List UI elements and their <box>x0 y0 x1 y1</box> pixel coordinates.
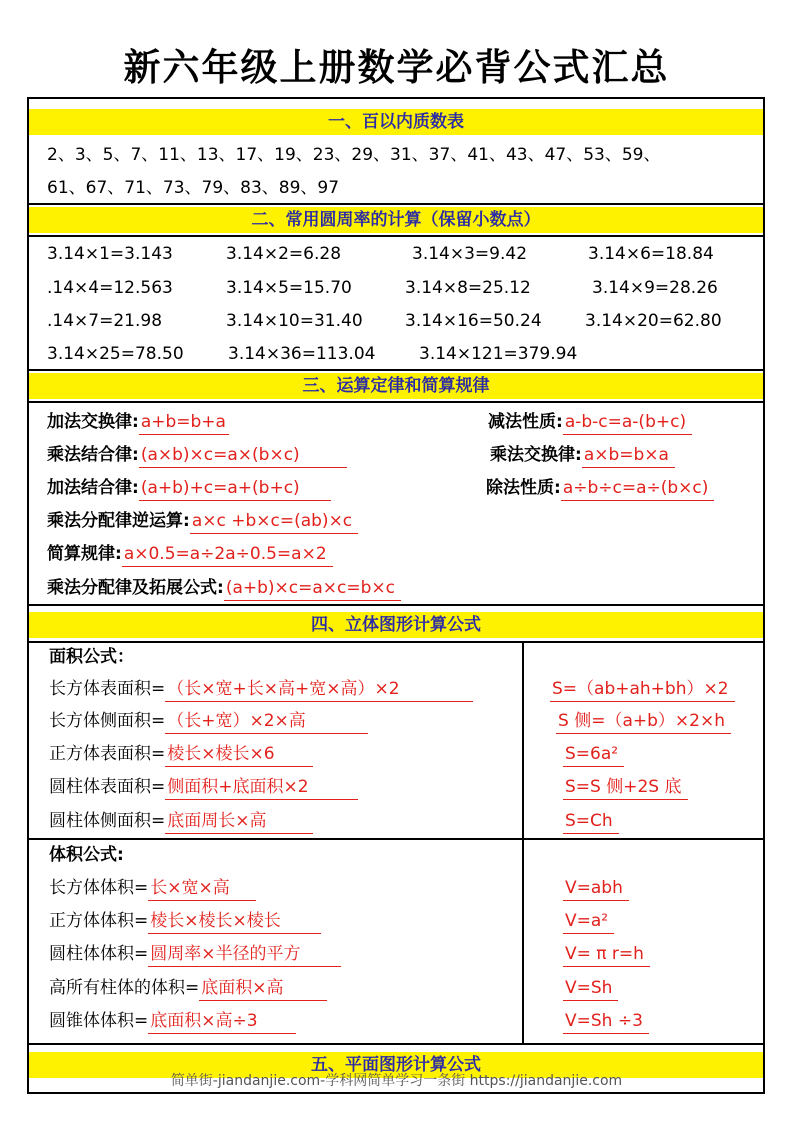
formula-label: 长方体侧面积= <box>49 711 166 731</box>
area-row <box>49 775 358 800</box>
column-divider <box>522 840 524 1043</box>
pi-cell: 3.14×2=6.28 <box>226 244 342 264</box>
divider <box>27 235 765 237</box>
pi-cell: 3.14×16=50.24 <box>405 311 542 331</box>
divider <box>27 369 765 371</box>
law-formula: a÷b÷c=a÷(b×c) <box>561 476 715 501</box>
pi-cell: 3.14×10=31.40 <box>226 311 363 331</box>
formula-text: （长+宽）×2×高 <box>165 709 368 734</box>
pi-cell: 3.14×36=113.04 <box>228 344 376 364</box>
formula-label: 圆柱体表面积= <box>49 777 166 797</box>
pi-cell: 3.14×25=78.50 <box>47 344 184 364</box>
formula-label: 圆柱体体积= <box>49 944 149 964</box>
pi-cell: 3.14×121=379.94 <box>419 344 578 364</box>
law-formula: a×c +b×c=(ab)×c <box>190 509 358 534</box>
area-row <box>49 742 313 767</box>
divider <box>27 838 765 840</box>
volume-row <box>49 909 321 934</box>
formula-label: 高所有柱体的体积= <box>49 978 200 998</box>
law-formula: a+b=b+a <box>139 410 229 435</box>
pi-cell: .14×7=21.98 <box>47 311 163 331</box>
formula-label: 圆柱体侧面积= <box>49 811 166 831</box>
law-formula: (a+b)×c=a×c=b×c <box>224 576 401 601</box>
area-formula <box>556 709 731 734</box>
formula-label: 正方体表面积= <box>49 744 166 764</box>
pi-cell: 3.14×6=18.84 <box>588 244 714 264</box>
law-label: 乘法分配律及拓展公式: <box>47 578 224 598</box>
law-label: 乘法结合律: <box>47 445 139 465</box>
formula-label: 长方体体积= <box>49 878 149 898</box>
section1-header: 一、百以内质数表 <box>29 109 763 135</box>
pi-cell: 3.14×8=25.12 <box>405 278 531 298</box>
area-row <box>49 677 473 702</box>
pi-cell: .14×4=12.563 <box>47 278 173 298</box>
pi-cell: 3.14×3=9.42 <box>412 244 528 264</box>
formula-symbolic: V=abh <box>563 876 629 901</box>
law-label: 加法结合律: <box>47 478 139 498</box>
formula-symbolic: V=a² <box>563 909 614 934</box>
formula-text: 长×宽×高 <box>148 876 256 901</box>
law-label: 除法性质: <box>486 478 561 498</box>
law-item <box>486 476 714 501</box>
formula-symbolic: S=S 侧+2S 底 <box>563 775 688 800</box>
formula-text: 底面周长×高 <box>165 809 313 834</box>
law-formula: a×b=b×a <box>582 443 675 468</box>
section2-header: 二、常用圆周率的计算（保留小数点） <box>29 207 763 233</box>
law-item <box>47 476 331 501</box>
law-formula: a×0.5=a÷2a÷0.5=a×2 <box>122 542 333 567</box>
prime-line-1: 2、3、5、7、11、13、17、19、23、29、31、37、41、43、47、53、59、 <box>47 145 661 165</box>
divider <box>27 604 765 606</box>
area-title: 面积公式： <box>49 647 134 667</box>
formula-label: 圆锥体体积= <box>49 1011 149 1031</box>
section5-header: 五、平面图形计算公式 <box>29 1052 763 1078</box>
volume-formula <box>563 876 629 901</box>
volume-row <box>49 942 341 967</box>
formula-symbolic: S=6a² <box>563 742 624 767</box>
law-item <box>488 410 692 435</box>
law-label: 加法交换律: <box>47 412 139 432</box>
area-formula <box>563 775 688 800</box>
formula-text: 底面积×高 <box>199 976 327 1001</box>
law-item <box>47 410 229 435</box>
watermark-footer: 简单街-jiandanjie.com-学科网简单学习一条街 https://jiandanjie.com <box>170 1073 623 1089</box>
formula-text: 圆周率×半径的平方 <box>148 942 341 967</box>
area-formula <box>563 809 619 834</box>
formula-symbolic: V=Sh <box>563 976 618 1001</box>
area-row <box>49 809 313 834</box>
divider <box>27 401 765 403</box>
formula-text: （长×宽+长×高+宽×高）×2 <box>165 677 473 702</box>
volume-formula <box>563 1009 649 1034</box>
volume-row <box>49 876 256 901</box>
page-title: 新六年级上册数学必背公式汇总 <box>123 46 670 89</box>
prime-line-2: 61、67、71、73、79、83、89、97 <box>47 178 340 198</box>
volume-title: 体积公式: <box>49 845 124 865</box>
law-formula: (a+b)+c=a+(b+c) <box>139 476 331 501</box>
section4-header: 四、立体图形计算公式 <box>29 612 763 638</box>
law-formula: a-b-c=a-(b+c) <box>563 410 692 435</box>
divider <box>27 203 765 205</box>
pi-cell: 3.14×9=28.26 <box>592 278 718 298</box>
area-formula <box>563 742 624 767</box>
pi-cell: 3.14×1=3.143 <box>47 244 173 264</box>
formula-label: 正方体体积= <box>49 911 149 931</box>
area-row <box>49 709 368 734</box>
formula-text: 棱长×棱长×6 <box>165 742 313 767</box>
law-item <box>47 576 401 601</box>
formula-symbolic: S 侧=（a+b）×2×h <box>556 709 731 734</box>
formula-text: 底面积×高÷3 <box>148 1009 296 1034</box>
law-label: 减法性质: <box>488 412 563 432</box>
law-item <box>490 443 675 468</box>
formula-symbolic: S=（ab+ah+bh）×2 <box>550 677 735 702</box>
formula-symbolic: V= π r=h <box>563 942 650 967</box>
law-label: 乘法分配律逆运算: <box>47 511 190 531</box>
volume-formula <box>563 942 650 967</box>
law-item <box>47 443 347 468</box>
area-formula <box>550 677 735 702</box>
volume-formula <box>563 909 614 934</box>
law-formula: (a×b)×c=a×(b×c) <box>139 443 347 468</box>
volume-row <box>49 1009 296 1034</box>
law-label: 简算规律: <box>47 544 122 564</box>
volume-row <box>49 976 327 1001</box>
formula-label: 长方体表面积= <box>49 679 166 699</box>
formula-symbolic: V=Sh ÷3 <box>563 1009 649 1034</box>
divider <box>27 1043 765 1045</box>
volume-formula <box>563 976 618 1001</box>
law-item <box>47 509 358 534</box>
formula-text: 棱长×棱长×棱长 <box>148 909 321 934</box>
column-divider <box>522 643 524 838</box>
formula-symbolic: S=Ch <box>563 809 619 834</box>
pi-cell: 3.14×5=15.70 <box>226 278 352 298</box>
pi-cell: 3.14×20=62.80 <box>585 311 722 331</box>
law-label: 乘法交换律: <box>490 445 582 465</box>
section3-header: 三、运算定律和简算规律 <box>29 373 763 399</box>
law-item <box>47 542 333 567</box>
divider <box>27 641 765 643</box>
formula-text: 侧面积+底面积×2 <box>165 775 358 800</box>
